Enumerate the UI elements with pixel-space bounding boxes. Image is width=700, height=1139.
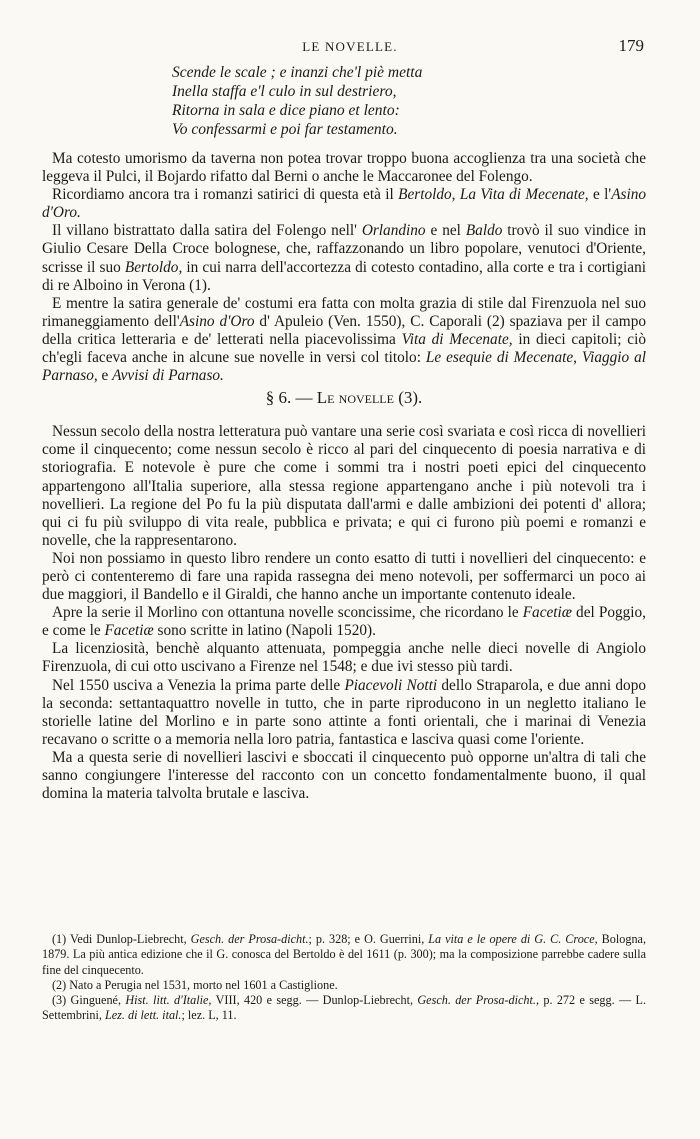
- main-text: [42, 150, 646, 803]
- page-number: 179: [618, 36, 644, 55]
- footnote: (2) Nato a Perugia nel 1531, morto nel 1601 a Castiglione.: [52, 977, 338, 992]
- verse-line: Inella staffa e'l culo in sul destriero,: [172, 83, 397, 100]
- verse-quotation: [172, 63, 422, 139]
- paragraph: Ricordiamo ancora tra i romanzi satirici di questa età il Bertoldo, La Vita di Mecenate, e l'Asino d'Oro.: [42, 186, 647, 222]
- section-heading: § 6. — Le novelle (3).: [265, 388, 423, 408]
- footnote: (1) Vedi Dunlop-Liebrecht, Gesch. der Prosa-dicht.; p. 328; e O. Guerrini, La vita e le opere di G. C. Croce, Bologna, 1879. La più antica edizione che il G. conosca del Bertoldo è del 1611 (p. 300); ma la composizione parrebbe cadere sulla fine del cinquecento.: [42, 932, 646, 977]
- running-title: LE NOVELLE.: [302, 39, 398, 54]
- paragraph: Noi non possiamo in questo libro rendere un conto esatto di tutti i novellieri del cinquecento: e però ci contenteremo di fare una rapida rassegna dei meno notevoli, per soffermarci un poco ai due maggiori, il Bandello e il Giraldi, che hanno anche un importante contenuto ideale.: [42, 549, 646, 604]
- paragraph: Ma cotesto umorismo da taverna non potea trovar troppo buona accoglienza tra una società che leggeva il Pulci, il Bojardo rifatto dal Berni o anche le Maccaronee del Folengo.: [42, 150, 646, 186]
- verse-line: Scende le scale ; e inanzi che'l piè metta: [172, 64, 423, 81]
- paragraph: E mentre la satira generale de' costumi era fatta con molta grazia di stile dal Firenzuola nel suo rimaneggiamento dell'Asino d'Oro d' Apuleio (Ven. 1550), C. Caporali (2) spaziava per il campo della critica letteraria e de' letterati nella piacevolissima Vita di Mecenate, in dieci capitoli; ciò ch'egli faceva anche in alcune sue novelle in versi col titolo: Le esequie di Mecenate, Viaggio al Parnaso, e Avvisi di Parnaso.: [42, 294, 646, 385]
- footnotes: [42, 932, 646, 1024]
- paragraph: Apre la serie il Morlino con ottantuna novelle sconcissime, che ricordano le Facetiæ del Poggio, e come le Facetiæ sono scritte in latino (Napoli 1520).: [42, 604, 646, 640]
- paragraph: Nessun secolo della nostra letteratura può vantare una serie così svariata e così ricca di novellieri come il cinquecento; come nessun secolo è ricco al pari del cinquecento di poesia narrativa e di storiografia. E notevole è pure che come i sommi tra i nostri poeti epici del cinquecento appartengono all'Italia superiore, alla stessa regione appartengano anche i più notevoli tra i novellieri. La regione del Po fu la più disputata dall'armi e dalle ambizioni dei potenti d' allora; qui ci fu più sviluppo di vita reale, pubblica e privata; e qui ci furono più poemi e romanzi e novelle, che la rappresentarono.: [42, 423, 646, 549]
- paragraph: La licenziosità, benchè alquanto attenuata, pompeggia anche nelle dieci novelle di Angiolo Firenzuola, di cui otto uscivano a Firenze nel 1548; e due ivi stesso più tardi.: [42, 640, 646, 676]
- verse-line: Ritorna in sala e dice piano et lento:: [172, 102, 400, 119]
- running-header: [0, 36, 700, 58]
- verse-line: Vo confessarmi e poi far testamento.: [172, 121, 398, 138]
- paragraph: Ma a questa serie di novellieri lascivi e sboccati il cinquecento può opporne un'altra di tali che sanno congiungere l'interesse del racconto con un concetto fondamentalmente buono, il qual domina la materia talvolta brutale e lasciva.: [42, 748, 646, 803]
- paragraph: Nel 1550 usciva a Venezia la prima parte delle Piacevoli Notti dello Straparola, e due anni dopo la seconda: settantaquattro novelle in tutto, che in parte riproducono in un negletto italiano le storielle latine del Morlino e in parte sono attinte a fonti orientali, che i marinai di Venezia recavano o scritte o a memoria nella loro patria, fantastica e lasciva quasi come l'oriente.: [42, 676, 647, 748]
- footnote: (3) Ginguené, Hist. litt. d'Italie, VIII, 420 e segg. — Dunlop-Liebrecht, Gesch. der Prosa-dicht., p. 272 e segg. — L. Settembrini, Lez. di lett. ital.; lez. L, 11.: [42, 993, 646, 1023]
- paragraph: Il villano bistrattato dalla satira del Folengo nell' Orlandino e nel Baldo trovò il suo vindice in Giulio Cesare Della Croce bolognese, che, raffazzonando un libro popolare, venutoci d'Oriente, scrisse il suo Bertoldo, in cui narra dell'accortezza di cotesto contadino, alla corte e tra i cortigiani di re Alboino in Verona (1).: [42, 222, 646, 294]
